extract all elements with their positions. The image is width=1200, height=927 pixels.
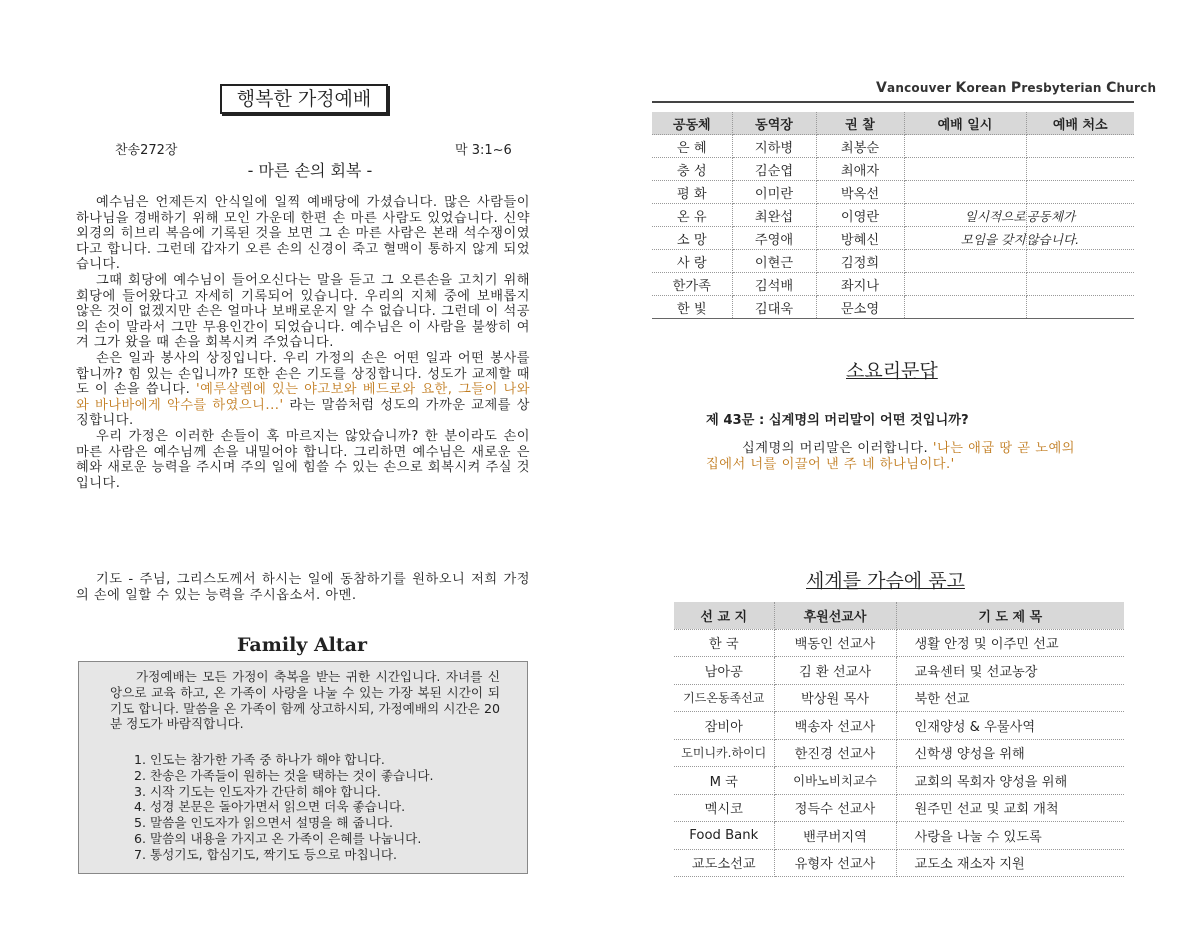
- missions-table: [674, 602, 1124, 877]
- table-row: 멕시코 정득수 선교사 원주민 선교 및 교회 개척: [674, 794, 1124, 822]
- table-row: 기드온동족선교 박상원 목사 북한 선교: [674, 684, 1124, 712]
- rule-item: 4. 성경 본문은 돌아가면서 읽으면 더욱 좋습니다.: [134, 799, 406, 815]
- rule-item: 5. 말씀을 인도자가 읽으면서 설명을 해 줍니다.: [134, 815, 394, 831]
- notice-text: 공동체가: [1026, 204, 1134, 227]
- catechism-title: 소요리문답: [846, 360, 938, 382]
- column-header: 후원선교사: [774, 602, 896, 629]
- table-row: 교도소선교 유형자 선교사 교도소 재소자 지원: [674, 849, 1124, 877]
- column-header: 공동체: [652, 112, 732, 135]
- scripture-quote: '예루살렘에 있는 야고보와 베드로와 요한, 그들이 나와와 바나바에게 악수를 하였으니...': [76, 382, 530, 413]
- family-altar-title: Family Altar: [236, 634, 367, 656]
- notice-text: 모임을 갖지: [904, 227, 1026, 250]
- catechism-answer: [706, 441, 1084, 472]
- sermon-text: 라는 말씀처럼 성도의 가까운 교제를 상징합니다.: [76, 397, 530, 429]
- notice-text: 일시적으로: [904, 204, 1026, 227]
- table-header-row: [674, 602, 1124, 629]
- sermon-paragraph: 우리 가정은 이러한 손들이 혹 마르지는 않았습니까? 한 분이라도 손이 마른 사람은 예수님께 손을 내밀어야 합니다. 그리하면 예수님은 새로운 은혜와 새로운 능력을 주시며 주의 일에 힘쓸 수 있는 손으로 회복시켜 주실 것입니다.: [76, 428, 530, 491]
- table-row: 한가족 김석배 좌지나: [652, 273, 1134, 296]
- missions-title: 세계를 가슴에 품고: [806, 570, 965, 592]
- catechism-question: 제 43문 : 십계명의 머리말이 어떤 것입니까?: [706, 413, 969, 428]
- worship-title: 행복한 가정예배: [220, 84, 388, 114]
- closing-prayer: 기도 - 주님, 그리스도께서 하시는 일에 동참하기를 원하오니 저희 가정의 손에 일할 수 있는 능력을 주시옵소서. 아멘.: [76, 572, 530, 603]
- small-group-table: [652, 112, 1134, 319]
- table-row: 사 랑 이현근 김정희: [652, 250, 1134, 273]
- family-altar-intro: [110, 669, 500, 732]
- column-header: 예배 일시: [904, 112, 1026, 135]
- column-header: 권 찰: [816, 112, 904, 135]
- column-header: 선 교 지: [674, 602, 774, 629]
- sermon-subtitle: - 마른 손의 회복 -: [247, 161, 373, 180]
- rule-item: 6. 말씀의 내용을 가지고 온 가족이 은혜를 나눕니다.: [134, 830, 422, 846]
- rule-item: 7. 통성기도, 합심기도, 짝기도 등으로 마칩니다.: [134, 846, 398, 862]
- sermon-text: 손은 일과 봉사의 상징입니다. 우리 가정의 손은 어떤 일과 어떤 봉사를 합니까? 힘 있는 손입니까? 또한 손은 기도를 상징합니다. 성도가 교제할 때도 이 손을 씁니다.: [76, 350, 530, 398]
- answer-text: 십계명의 머리말은 이러합니다.: [742, 441, 933, 456]
- table-row: 온 유 최완섭 이영란 일시적으로 공동체가: [652, 204, 1134, 227]
- table-row: 남아공 김 환 선교사 교육센터 및 선교농장: [674, 657, 1124, 685]
- column-header: 동역장: [732, 112, 816, 135]
- table-row: 소 망 주영애 방혜신 모임을 갖지 않습니다.: [652, 227, 1134, 250]
- column-header: 예배 처소: [1026, 112, 1134, 135]
- sermon-paragraph: [76, 351, 530, 429]
- rule-item: 1. 인도는 참가한 가족 중 하나가 해야 합니다.: [134, 752, 385, 767]
- table-row: 평 화 이미란 박옥선: [652, 181, 1134, 204]
- table-row: 충 성 김순엽 최애자: [652, 158, 1134, 181]
- table-row: 한 빛 김대욱 문소영: [652, 296, 1134, 319]
- header-divider: [652, 101, 1134, 103]
- table-row: 도미니카.하이디 한진경 선교사 신학생 양성을 위해: [674, 739, 1124, 767]
- sermon-paragraph: 예수님은 언제든지 안식일에 일찍 예배당에 가셨습니다. 많은 사람들이 하나님을 경배하기 위해 모인 가운데 한편 손 마른 사람도 있었습니다. 신약 외경의 히브리 복음에 기록된 것을 보면 그 손 마른 사람은 본래 석수쟁이였다고 합니다. 그런데 갑자기 오른 손의 신경이 죽고 혈맥이 통하지 않게 되었습니다.: [76, 195, 530, 273]
- sermon-body: [76, 195, 530, 491]
- church-name: Vancouver Korean Presbyterian Church: [876, 80, 1157, 96]
- family-altar-intro-text: 가정예배는 모든 가정이 축복을 받는 귀한 시간입니다. 자녀를 신앙으로 교육 하고, 온 가족이 사랑을 나눌 수 있는 가장 복된 시간이 되기도 합니다. 말씀을 온 가족이 함께 상고하시되, 가정예배의 시간은 20분 정도가 바람직합니다.: [110, 669, 500, 732]
- hymn-number: 찬송272장: [115, 143, 178, 158]
- table-row: M 국 이바노비치교수 교회의 목회자 양성을 위해: [674, 767, 1124, 795]
- table-row: Food Bank 밴쿠버지역 사랑을 나눌 수 있도록: [674, 822, 1124, 850]
- sermon-paragraph: 그때 회당에 예수님이 들어오신다는 말을 듣고 그 오른손을 고치기 위해 회당에 들어왔다고 자세히 기록되어 있습니다. 우리의 지체 중에 보배롭지 않은 것이 없겠지만 손은 얼마나 보배로운지 알 수 없습니다. 그런데 이 석공의 손이 말라서 그만 무용인간이 되었습니다. 예수님은 이 사람을 불쌍히 여겨 그가 왔을 때 손을 회복시켜 주었습니다.: [76, 272, 530, 351]
- scripture-reference: 막 3:1~6: [455, 143, 512, 158]
- table-header-row: [652, 112, 1134, 135]
- answer-quote: '나는 애굽 땅 곧 노예의 집에서 너를 이끌어 낸 주 네 하나님이다.': [706, 441, 1075, 472]
- table-row: 은 혜 지하병 최봉순: [652, 135, 1134, 158]
- rule-item: 3. 시작 기도는 인도자가 간단히 해야 합니다.: [134, 783, 381, 799]
- rule-item: 2. 찬송은 가족들이 원하는 것을 택하는 것이 좋습니다.: [134, 767, 434, 783]
- table-row: 한 국 백동인 선교사 생활 안정 및 이주민 선교: [674, 629, 1124, 657]
- table-row: 잠비아 백송자 선교사 인재양성 & 우물사역: [674, 712, 1124, 740]
- family-altar-rules: [134, 752, 504, 863]
- notice-text: 않습니다.: [1026, 227, 1134, 250]
- column-header: 기 도 제 목: [896, 602, 1124, 629]
